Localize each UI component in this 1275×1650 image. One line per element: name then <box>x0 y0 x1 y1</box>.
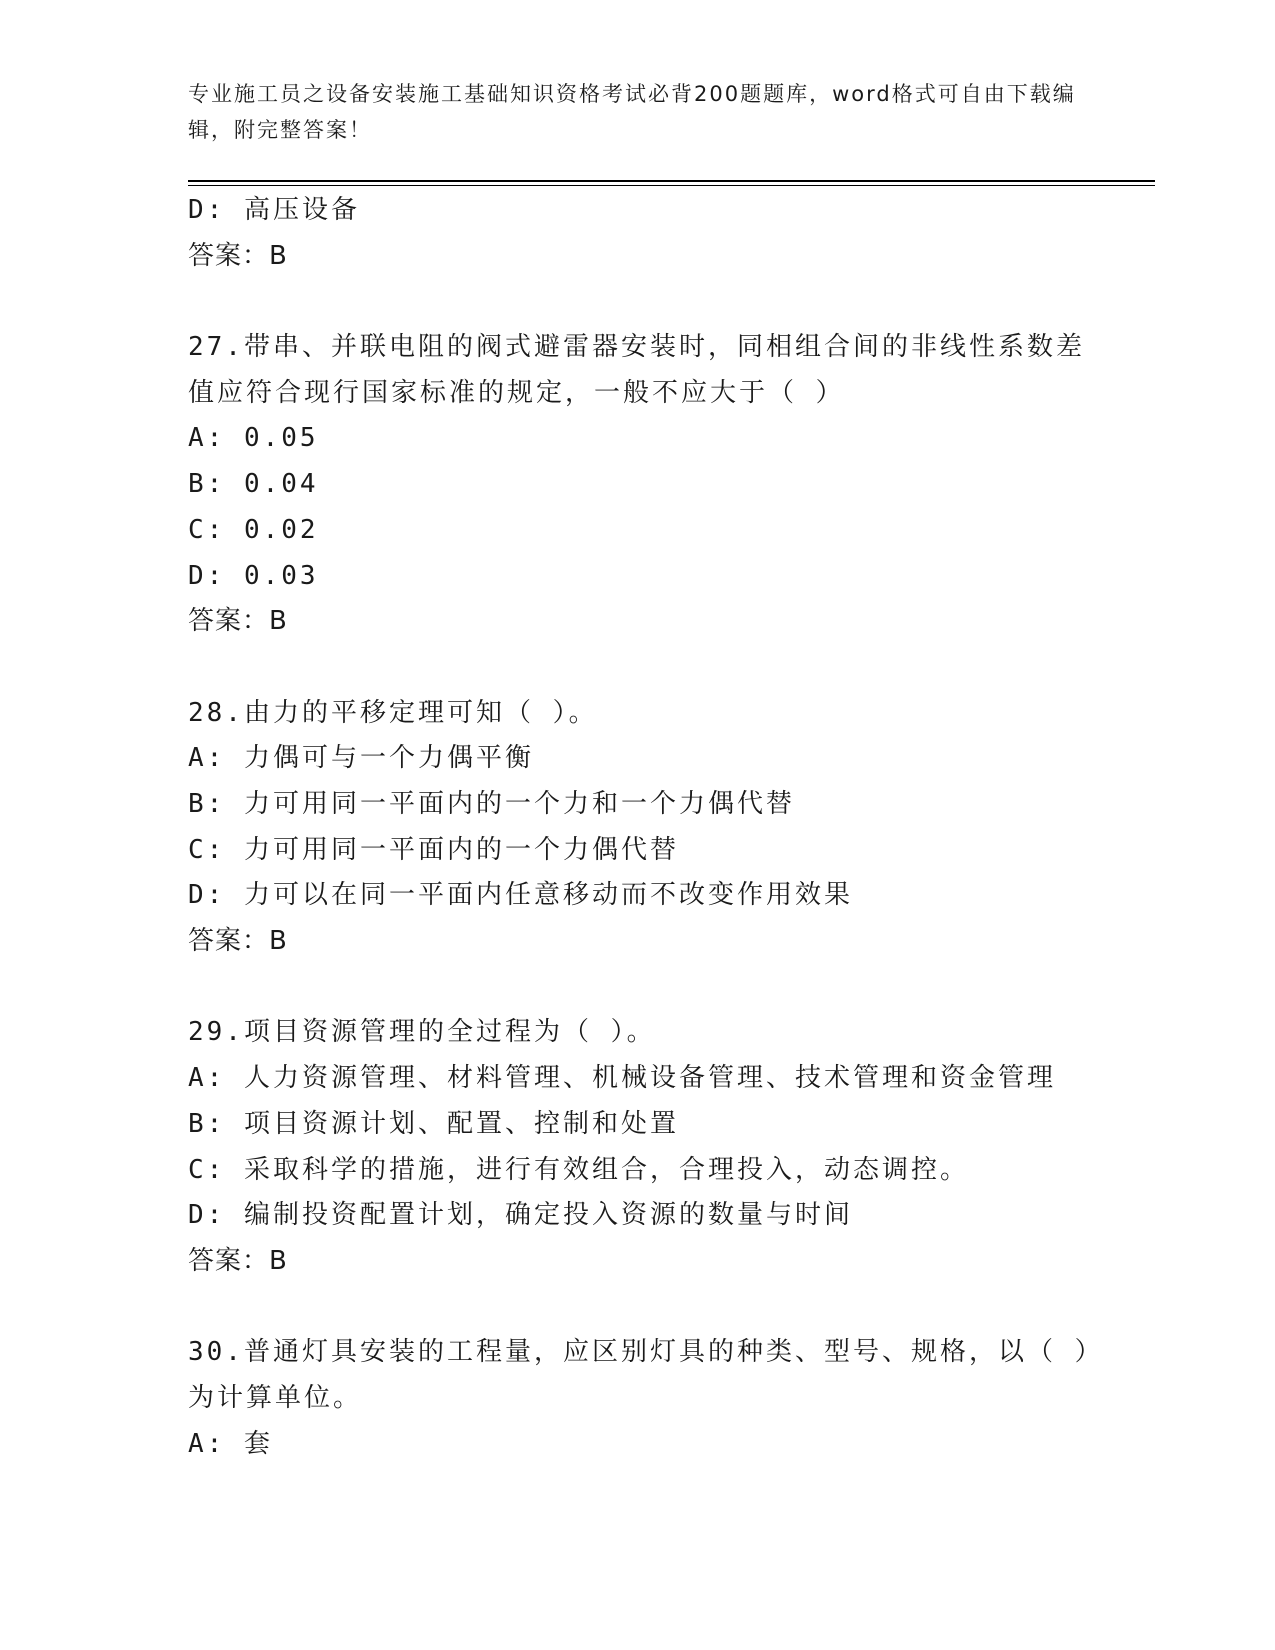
question-stem: 27.带串、并联电阻的阀式避雷器安装时，同相组合间的非线性系数差值应符合现行国家标准的规定，一般不应大于（ ） <box>188 332 1085 408</box>
option-d: D: 力可以在同一平面内任意移动而不改变作用效果 <box>188 880 853 911</box>
document-header: 专业施工员之设备安装施工基础知识资格考试必背200题题库，word格式可自由下载编辑，附完整答案！ <box>188 82 1076 142</box>
option-a: A: 0.05 <box>188 423 319 454</box>
answer-line: 答案：B <box>188 926 288 957</box>
header-divider-thin <box>188 185 1155 186</box>
option-b: B: 项目资源计划、配置、控制和处置 <box>188 1108 679 1139</box>
option-d: D: 编制投资配置计划，确定投入资源的数量与时间 <box>188 1200 853 1231</box>
spacer <box>188 1285 1108 1331</box>
spacer <box>188 965 1108 1011</box>
header-divider-thick <box>188 180 1155 182</box>
option-b: B: 力可用同一平面内的一个力和一个力偶代替 <box>188 788 795 819</box>
question-list <box>188 188 1108 1467</box>
option-a: A: 力偶可与一个力偶平衡 <box>188 743 534 774</box>
option-a: A: 人力资源管理、材料管理、机械设备管理、技术管理和资金管理 <box>188 1063 1056 1094</box>
question-stem: 30.普通灯具安装的工程量，应区别灯具的种类、型号、规格，以（ ）为计算单位。 <box>188 1337 1104 1413</box>
answer-line: 答案：B <box>188 240 288 271</box>
answer-line: 答案：B <box>188 606 288 637</box>
question-stem: 29.项目资源管理的全过程为（ ）。 <box>188 1017 656 1048</box>
option-c: C: 力可用同一平面内的一个力偶代替 <box>188 834 679 865</box>
spacer <box>188 645 1108 691</box>
option-a: A: 套 <box>188 1428 273 1459</box>
option-c: C: 0.02 <box>188 514 319 545</box>
answer-line: 答案：B <box>188 1245 288 1276</box>
option-c: C: 采取科学的措施，进行有效组合，合理投入，动态调控。 <box>188 1154 969 1185</box>
option-d: D: 0.03 <box>188 560 319 591</box>
question-stem: 28.由力的平移定理可知（ ）。 <box>188 697 598 728</box>
spacer <box>188 279 1108 325</box>
option-b: B: 0.04 <box>188 469 319 500</box>
option-d: D: 高压设备 <box>188 195 360 225</box>
